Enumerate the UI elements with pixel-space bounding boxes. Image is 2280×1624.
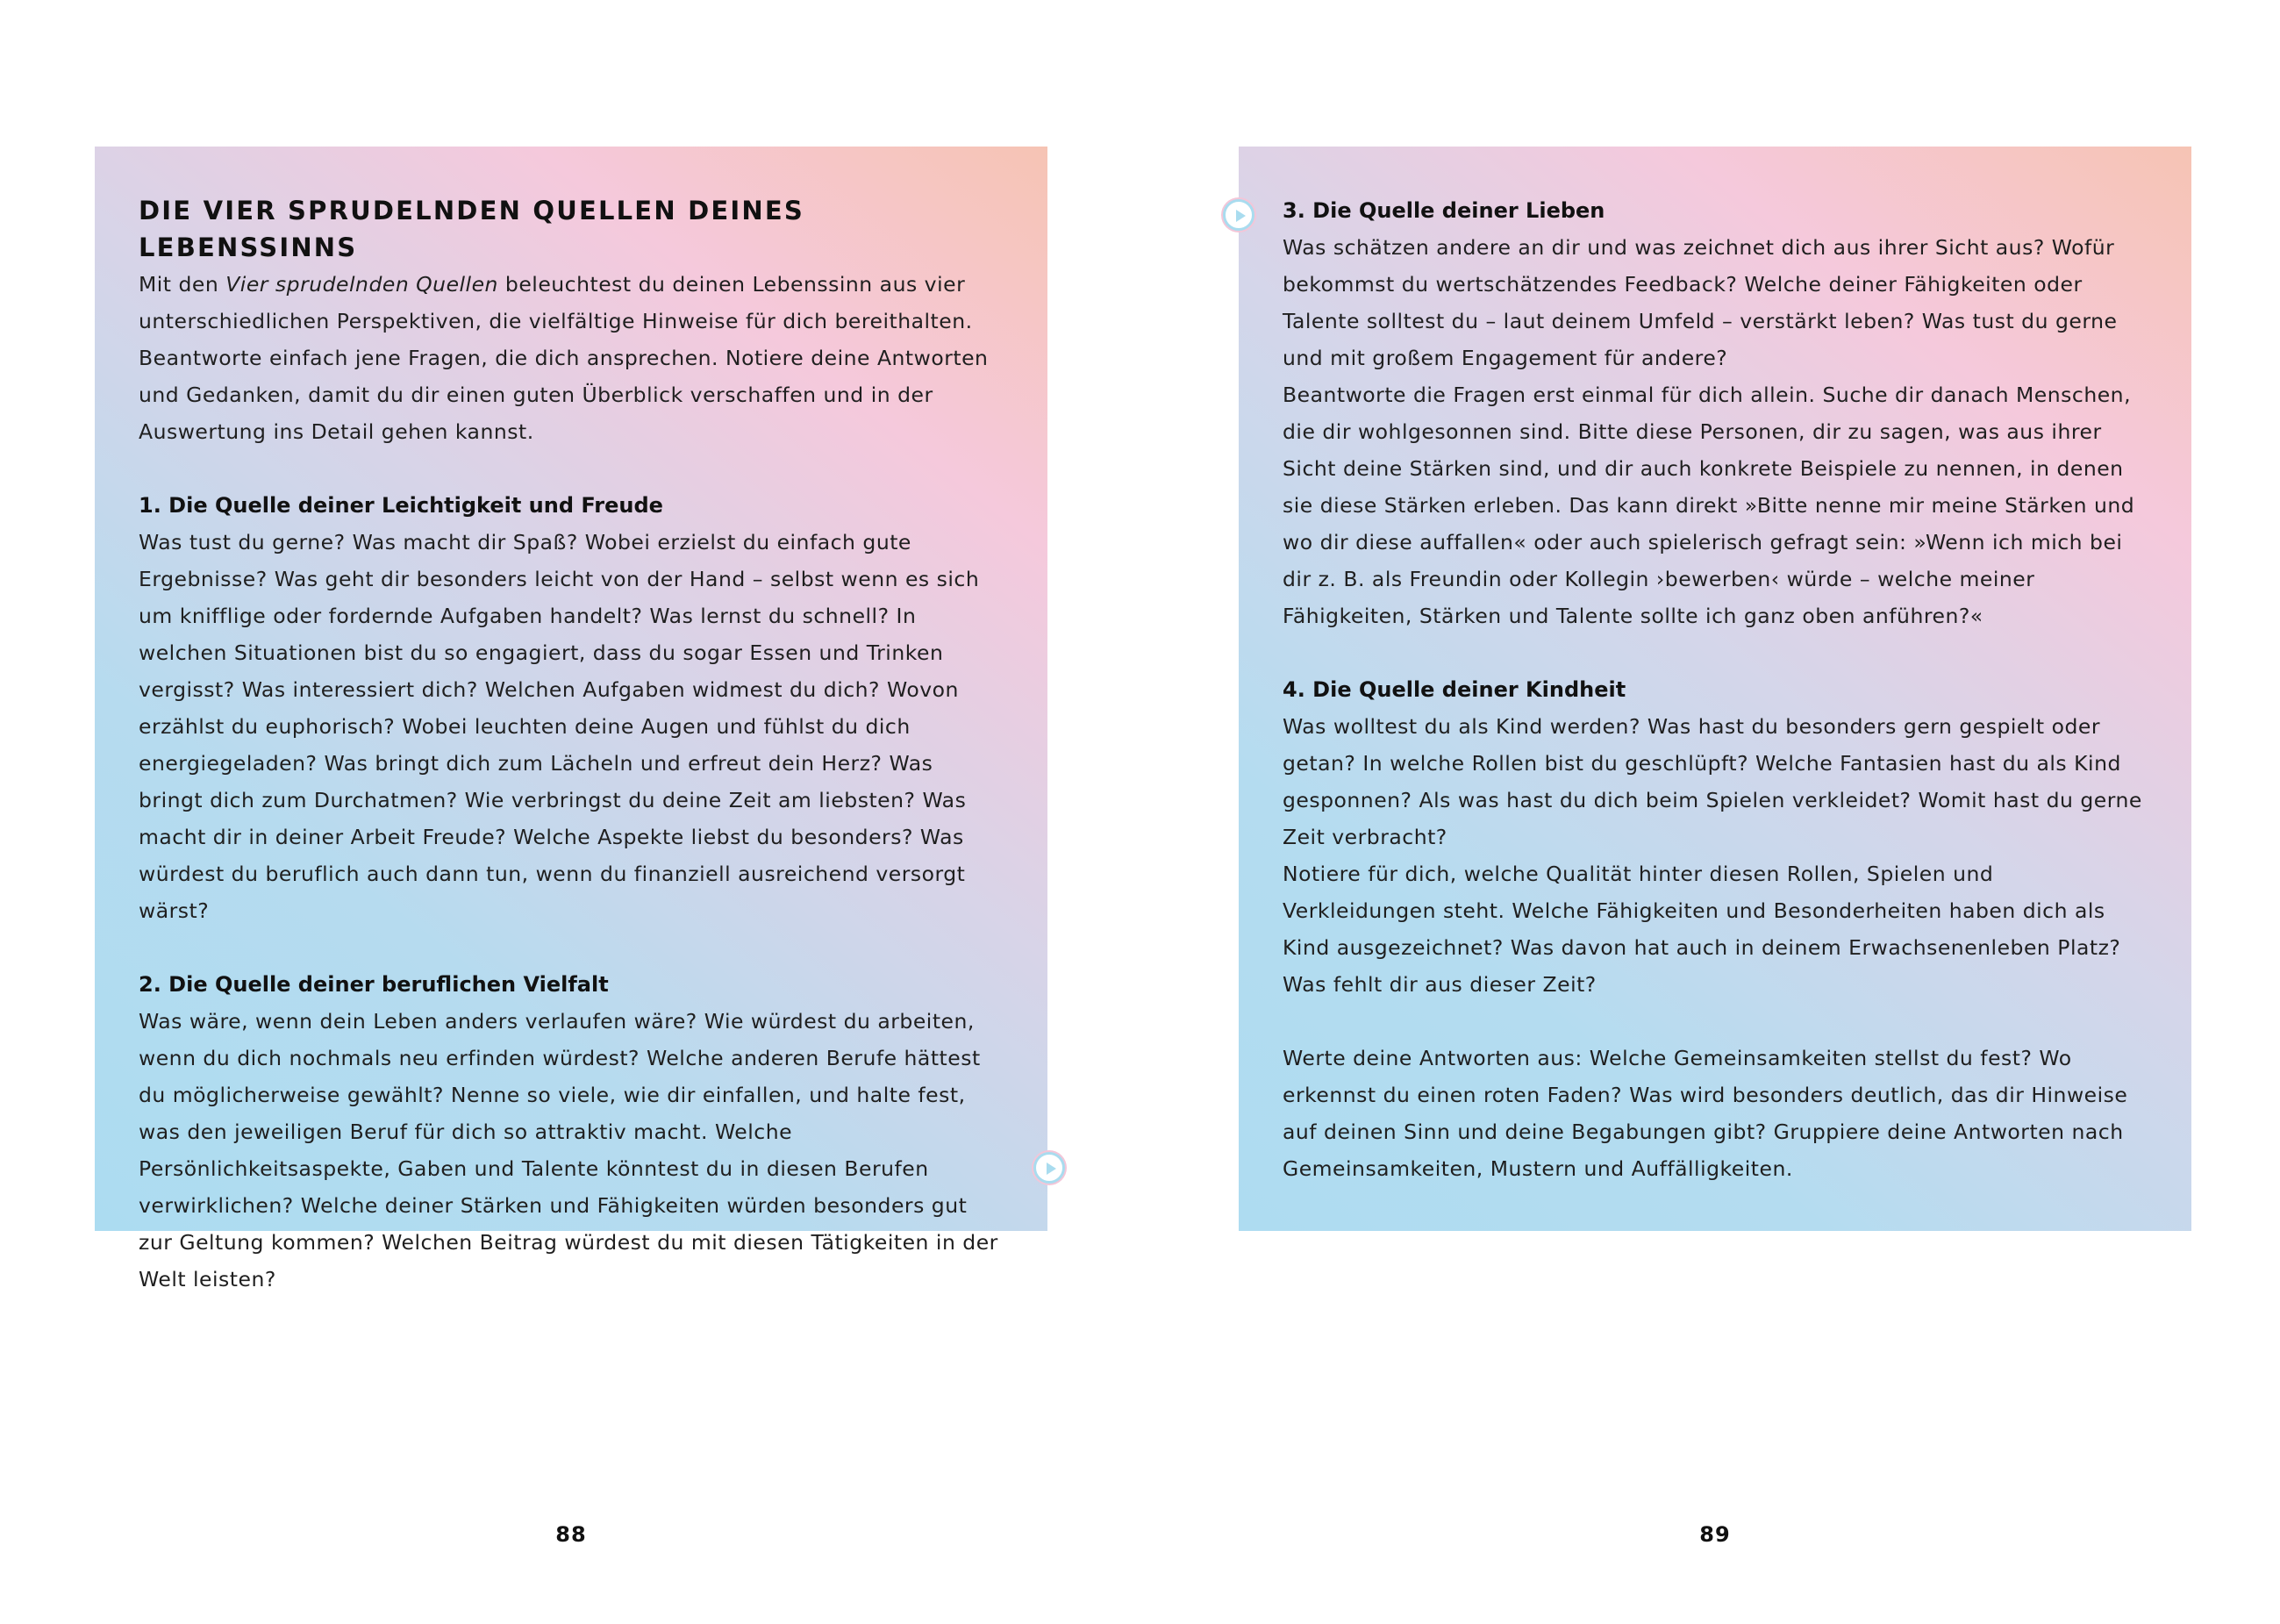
section-4-title: 4. Die Quelle deiner Kindheit	[1283, 677, 1626, 702]
spacer	[1283, 634, 2148, 671]
page-number-right: 89	[1699, 1522, 1731, 1547]
section-3-title: 3. Die Quelle deiner Lieben	[1283, 198, 1605, 223]
spacer	[1283, 1003, 2148, 1040]
section-1-title: 1. Die Quelle deiner Leichtigkeit und Freude	[139, 493, 663, 518]
section-3-instructions: Beantworte die Fragen erst einmal für dich allein. Suche dir danach Menschen, die dir wohlgesonnen sind. Bitte diese Personen, dir zu sagen, was aus ihrer Sicht deine Stärken sind, und dir auch konkrete Beispiele zu nennen, in denen sie diese Stärken erleben. Das kann direkt »Bitte nenne mir meine Stärken und wo dir diese auffallen« oder auch spielerisch gefragt sein: »Wenn ich mich bei dir z. B. als Freundin oder Kollegin ›bewerben‹ würde – welche meiner Fähigkeiten, Stärken und Talente sollte ich ganz oben anführen?«	[1283, 383, 2135, 628]
left-page-panel	[95, 147, 1047, 1291]
spacer	[139, 929, 1004, 966]
right-page-panel	[1239, 147, 2191, 1231]
page-heading: DIE VIER SPRUDELNDEN QUELLEN DEINES LEBENSSINNS	[139, 196, 804, 262]
conclusion-paragraph: Werte deine Antworten aus: Welche Gemeinsamkeiten stellst du fest? Wo erkennst du einen roten Faden? Was wird besonders deutlich, das dir Hinweise auf deinen Sinn und deine Begabungen gibt? Gruppiere deine Antworten nach Gemeinsamkeiten, Mustern und Auffälligkeiten.	[1283, 1046, 2128, 1181]
spacer	[139, 450, 1004, 487]
section-2-title: 2. Die Quelle deiner beruflichen Vielfalt	[139, 972, 609, 997]
section-4-instructions: Notiere für dich, welche Qualität hinter diesen Rollen, Spielen und Verkleidungen steht. Welche Fähigkeiten und Besonderheiten haben dich als Kind ausgezeichnet? Was davon hat auch in deinem Erwachsenenleben Platz? Was fehlt dir aus dieser Zeit?	[1283, 862, 2121, 997]
continued-play-icon	[1223, 199, 1254, 231]
intro-text-end: beleuchtest du deinen Lebenssinn aus vier unterschiedlichen Perspektiven, die vielfältige Hinweise für dich bereithalten. Beantworte einfach jene Fragen, die dich ansprechen. Notiere deine Antworten und Gedanken, damit du dir einen guten Überblick verschaffen und in der Auswertung ins Detail gehen kannst.	[139, 272, 989, 444]
section-4-text: Was wolltest du als Kind werden? Was hast du besonders gern gespielt oder getan? In welche Rollen bist du geschlüpft? Welche Fantasien hast du als Kind gesponnen? Als was hast du dich beim Spielen verkleidet? Womit hast du gerne Zeit verbracht?	[1283, 714, 2142, 849]
intro-paragraph	[139, 266, 1004, 450]
intro-text-italic: Vier sprudelnden Quellen	[225, 272, 498, 297]
play-triangle-icon	[1236, 210, 1246, 222]
intro-text-start: Mit den	[139, 272, 226, 297]
section-2-text: Was wäre, wenn dein Leben anders verlaufen wäre? Wie würdest du arbeiten, wenn du dich nochmals neu erfinden würdest? Welche anderen Berufe hättest du möglicherweise gewählt? Nenne so viele, wie dir einfallen, und halte fest, was den jeweiligen Beruf für dich so attraktiv macht. Welche Persönlichkeitsaspekte, Gaben und Talente könntest du in diesen Berufen verwirklichen? Welche deiner Stärken und Fähigkeiten würden besonders gut zur Geltung kommen? Welchen Beitrag würdest du mit diesen Tätigkeiten in der Welt leisten?	[139, 1009, 998, 1291]
continue-play-icon	[1033, 1152, 1065, 1184]
section-1-text: Was tust du gerne? Was macht dir Spaß? Wobei erzielst du einfach gute Ergebnisse? Was geht dir besonders leicht von der Hand – selbst wenn es sich um knifflige oder fordernde Aufgaben handelt? Was lernst du schnell? In welchen Situationen bist du so engagiert, dass du sogar Essen und Trinken vergisst? Was interessiert dich? Welchen Aufgaben widmest du dich? Wovon erzählst du euphorisch? Wobei leuchten deine Augen und fühlst du dich energiegeladen? Was bringt dich zum Lächeln und erfreut dein Herz? Was bringt dich zum Durchatmen? Wie verbringst du deine Zeit am liebsten? Was macht dir in deiner Arbeit Freude? Welche Aspekte liebst du besonders? Was würdest du beruflich auch dann tun, wenn du finanziell ausreichend versorgt wärst?	[139, 530, 980, 923]
play-triangle-icon	[1047, 1163, 1056, 1175]
page-number-left: 88	[555, 1522, 587, 1547]
section-3-text: Was schätzen andere an dir und was zeichnet dich aus ihrer Sicht aus? Wofür bekommst du wertschätzendes Feedback? Welche deiner Fähigkeiten oder Talente solltest du – laut deinem Umfeld – verstärkt leben? Was tust du gerne und mit großem Engagement für andere?	[1283, 235, 2118, 370]
